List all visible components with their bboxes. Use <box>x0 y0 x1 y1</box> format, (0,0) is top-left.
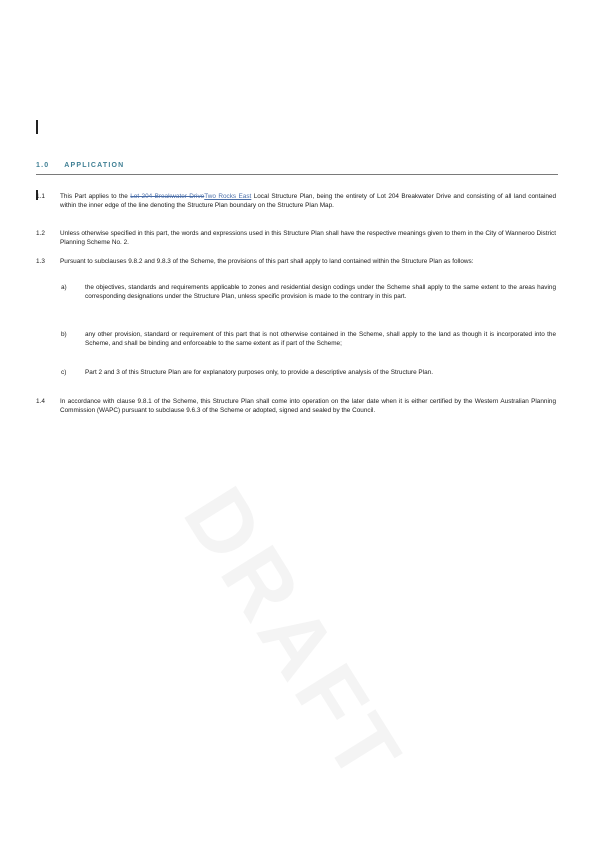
clause-number: 1.4 <box>36 398 45 405</box>
inserted-text: Two Rocks East <box>204 193 252 200</box>
clause-1-2 <box>36 230 556 248</box>
clause-1-4 <box>36 398 556 416</box>
heading-rule <box>36 174 558 175</box>
subclause-text: Part 2 and 3 of this Structure Plan are for explanatory purposes only, to provide a descriptive analysis of the Structure Plan. <box>85 369 434 376</box>
clause-text-before: This Part applies to the <box>60 193 131 200</box>
clause-number: 1.2 <box>36 230 45 237</box>
subclause-a <box>61 284 556 302</box>
clause-number: 1.1 <box>36 193 45 200</box>
clause-1-1 <box>36 193 556 211</box>
subclause-text: any other provision, standard or requirement of this part that is not otherwise contained in the Scheme, shall apply to the land as though it is incorporated into the Scheme, and shall be binding and enforceable to the same extent as if part of the Scheme; <box>85 331 556 347</box>
section-number: 1.0 <box>36 162 50 169</box>
draft-watermark <box>163 470 423 802</box>
subclause-label: b) <box>61 331 67 338</box>
clause-text: Pursuant to subclauses 9.8.2 and 9.8.3 of the Scheme, the provisions of this part shall apply to land contained within the Structure Plan as follows: <box>60 258 474 265</box>
clause-text <box>60 193 556 211</box>
clause-number: 1.3 <box>36 258 45 265</box>
subclause-label: a) <box>61 284 67 291</box>
clause-text: In accordance with clause 9.8.1 of the Scheme, this Structure Plan shall come into operation on the later date when it is either certified by the Western Australian Planning Commission (WAPC) pursuant to subclause 9.6.3 of the Scheme or adopted, signed and sealed by the Council. <box>60 398 556 414</box>
section-title: APPLICATION <box>64 162 125 169</box>
clause-1-3 <box>36 258 556 267</box>
subclause-text: the objectives, standards and requirements applicable to zones and residential design codings under the Scheme shall apply to the same extent to the areas having corresponding designations under the Structure Plan, unless specific provision is made to the contrary in this part. <box>85 284 556 300</box>
subclause-c <box>61 369 556 378</box>
clause-text-after: Local Structure Plan, being the entirety of Lot 204 Breakwater Drive and consisting of all land contained within the inner edge of the line denoting the Structure Plan boundary on the Structure Plan Map. <box>60 193 556 209</box>
deleted-text: Lot 204 Breakwater Drive <box>130 193 205 200</box>
section-heading <box>36 162 124 169</box>
clause-text: Unless otherwise specified in this part, the words and expressions used in this Structure Plan shall have the respective meanings given to them in the City of Wanneroo District Planning Scheme No. 2. <box>60 230 556 246</box>
subclause-label: c) <box>61 369 67 376</box>
subclause-b <box>61 331 556 349</box>
revision-marker <box>36 120 38 134</box>
